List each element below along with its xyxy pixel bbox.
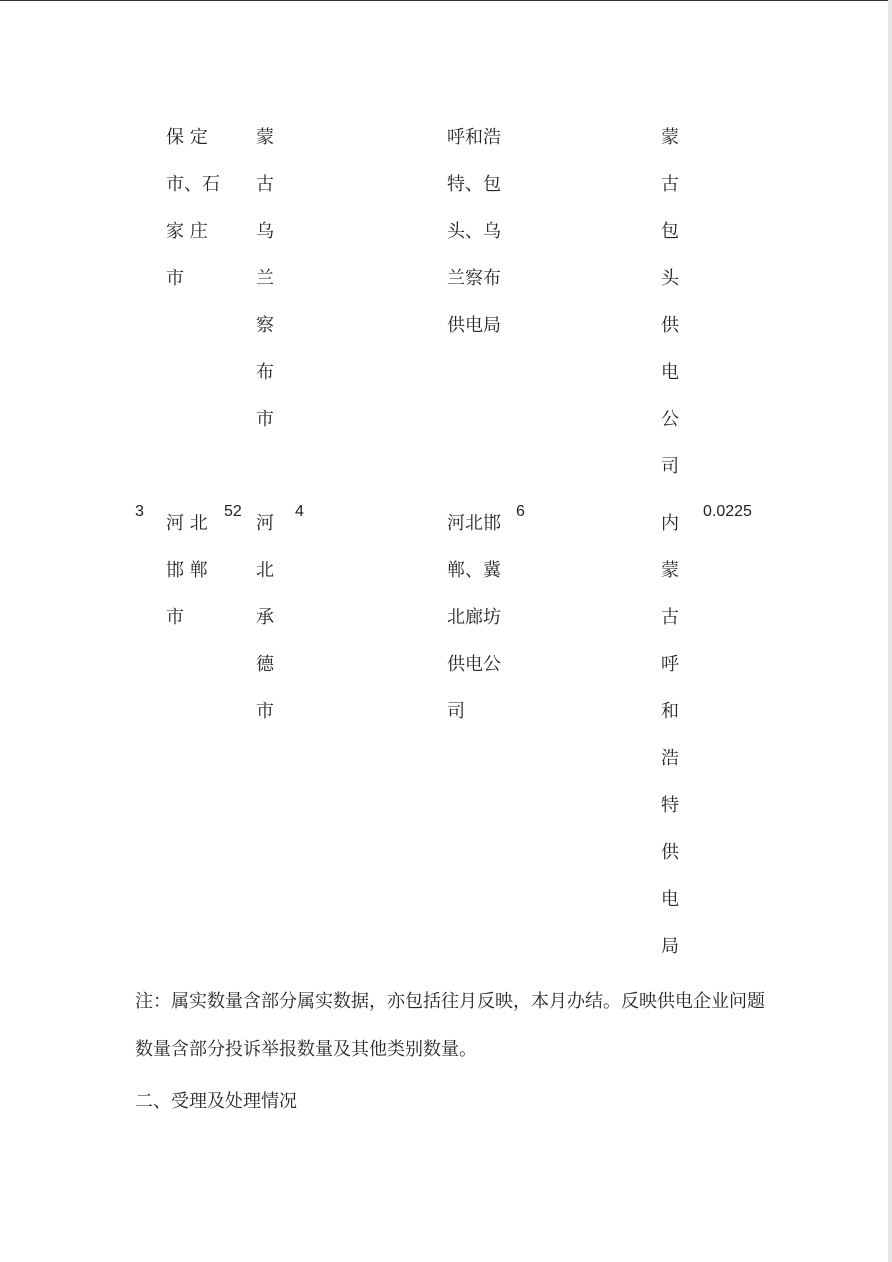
row2-handled-by bbox=[661, 114, 679, 490]
text-line: 河北邯 bbox=[447, 513, 501, 534]
text-line: 供 bbox=[661, 842, 679, 863]
text-line: 包 bbox=[661, 221, 679, 242]
row3-company bbox=[447, 500, 501, 735]
text-line: 承 bbox=[256, 607, 274, 628]
text-line: 司 bbox=[447, 701, 465, 722]
text-line: 和 bbox=[661, 701, 679, 722]
text-line: 北 bbox=[256, 560, 274, 581]
text-line: 特 bbox=[661, 795, 679, 816]
text-line: 供电公 bbox=[447, 654, 501, 675]
row2-reporter-city bbox=[166, 114, 220, 302]
text-line: 头、乌 bbox=[447, 221, 501, 242]
text-line: 古 bbox=[256, 174, 274, 195]
text-line: 兰 bbox=[256, 268, 274, 289]
text-line: 供 bbox=[661, 315, 679, 336]
row3-count-c: 6 bbox=[516, 503, 525, 520]
text-line: 呼和浩 bbox=[447, 127, 501, 148]
text-line: 古 bbox=[661, 174, 679, 195]
text-line: 布 bbox=[256, 362, 274, 383]
text-line: 市 bbox=[166, 268, 184, 289]
row2-target-city bbox=[256, 114, 274, 443]
text-line: 乌 bbox=[256, 221, 274, 242]
row3-target-city bbox=[256, 500, 274, 735]
text-line: 察 bbox=[256, 315, 274, 336]
text-line: 市 bbox=[256, 409, 274, 430]
text-line: 呼 bbox=[661, 654, 679, 675]
text-line: 电 bbox=[661, 889, 679, 910]
section-heading: 二、受理及处理情况 bbox=[135, 1091, 297, 1112]
row3-count-a: 52 bbox=[224, 503, 242, 520]
row2-company bbox=[447, 114, 501, 349]
text-line: 市、石 bbox=[166, 174, 220, 195]
text-line: 保 定 bbox=[166, 127, 208, 148]
text-line: 供电局 bbox=[447, 315, 501, 336]
text-line: 局 bbox=[661, 936, 679, 957]
text-line: 特、包 bbox=[447, 174, 501, 195]
row3-handled-by bbox=[661, 500, 679, 970]
text-line: 北廊坊 bbox=[447, 607, 501, 628]
note-line-1: 注：属实数量含部分属实数据，亦包括往月反映，本月办结。反映供电企业问题 bbox=[135, 991, 765, 1012]
text-line: 浩 bbox=[661, 748, 679, 769]
note-line-2: 数量含部分投诉举报数量及其他类别数量。 bbox=[135, 1039, 477, 1060]
right-edge-shadow bbox=[888, 0, 892, 1262]
text-line: 兰察布 bbox=[447, 268, 501, 289]
text-line: 内 bbox=[661, 513, 679, 534]
text-line: 郸、冀 bbox=[447, 560, 501, 581]
text-line: 蒙 bbox=[661, 127, 679, 148]
text-line: 古 bbox=[661, 607, 679, 628]
text-line: 家 庄 bbox=[166, 221, 208, 242]
text-line: 德 bbox=[256, 654, 274, 675]
text-line: 河 bbox=[256, 513, 274, 534]
text-line: 河 北 bbox=[166, 513, 208, 534]
text-line: 蒙 bbox=[256, 127, 274, 148]
row3-index: 3 bbox=[135, 503, 144, 520]
top-rule bbox=[0, 0, 892, 1]
text-line: 市 bbox=[256, 701, 274, 722]
text-line: 邯 郸 bbox=[166, 560, 208, 581]
text-line: 市 bbox=[166, 607, 184, 628]
row3-count-b: 4 bbox=[295, 503, 304, 520]
text-line: 头 bbox=[661, 268, 679, 289]
row3-ratio: 0.0225 bbox=[703, 503, 752, 520]
text-line: 蒙 bbox=[661, 560, 679, 581]
text-line: 电 bbox=[661, 362, 679, 383]
text-line: 司 bbox=[661, 456, 679, 477]
text-line: 公 bbox=[661, 409, 679, 430]
row3-reporter-city bbox=[166, 500, 208, 641]
